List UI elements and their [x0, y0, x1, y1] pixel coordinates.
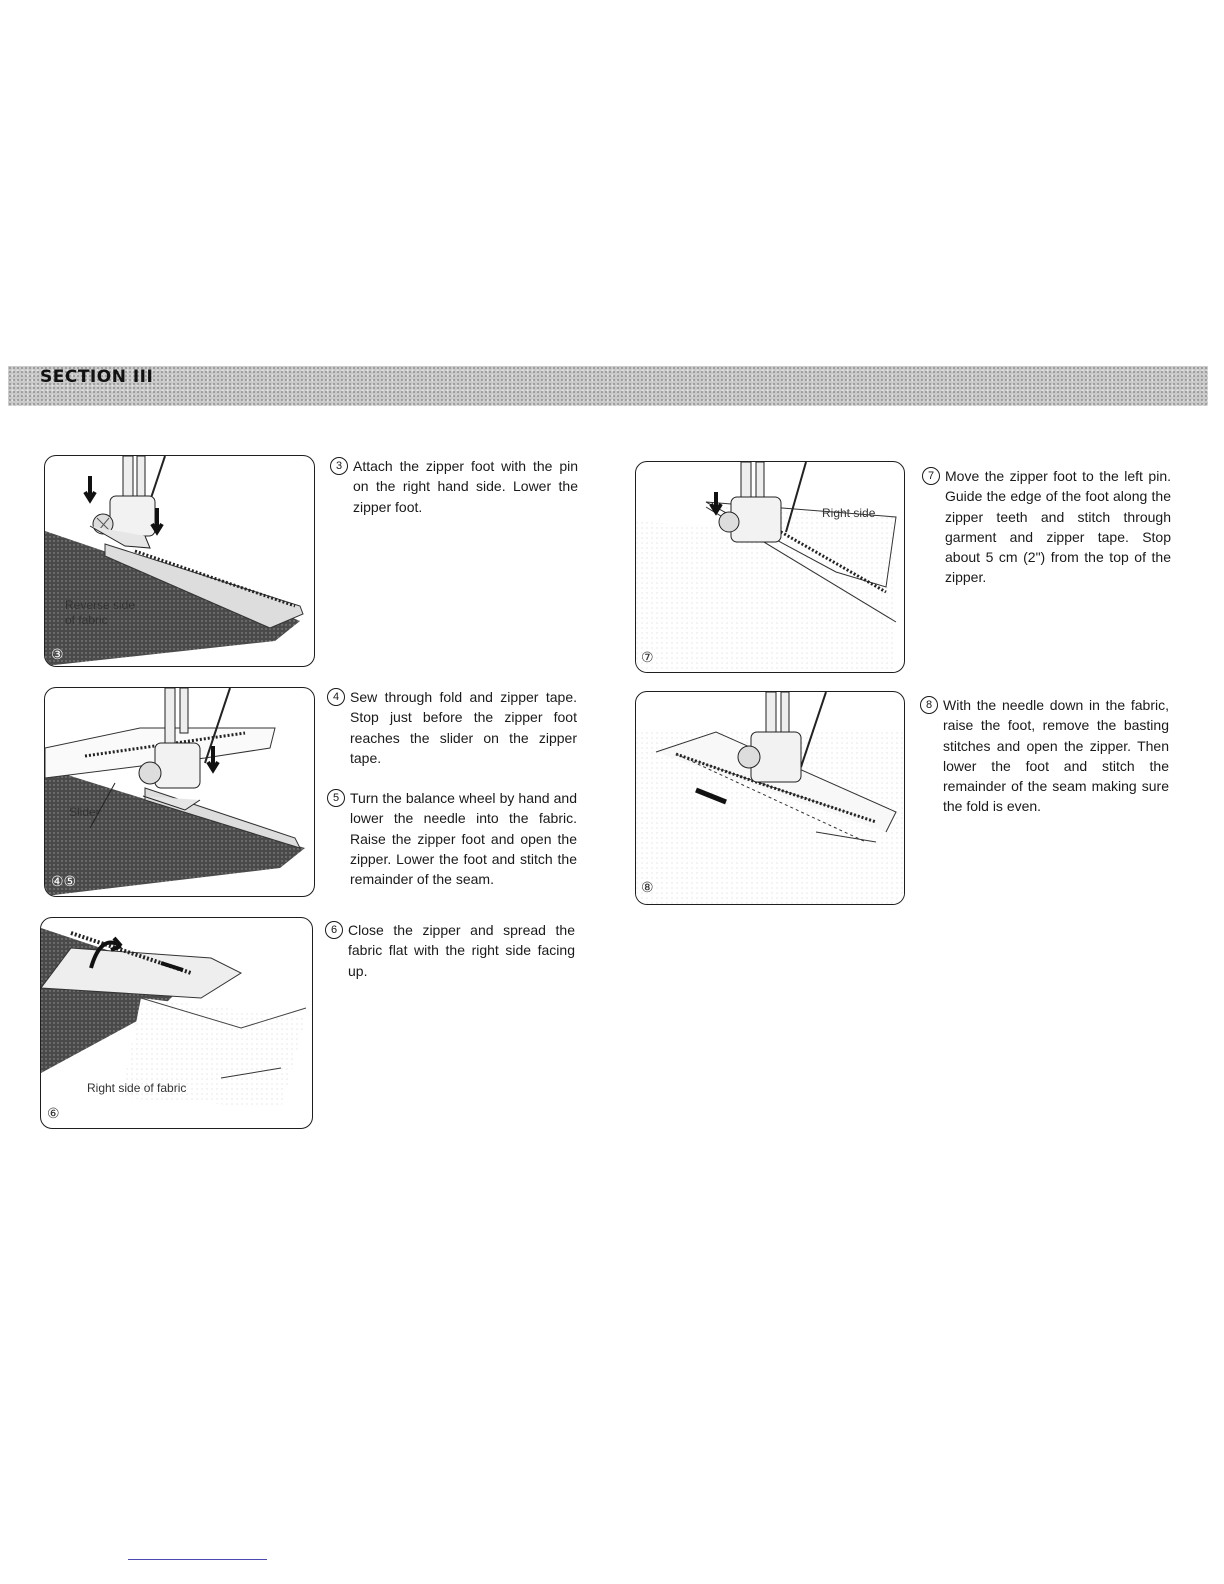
- figure-badge: ⑥: [47, 1105, 60, 1121]
- step-text: Close the zipper and spread the fabric flat with the right side facing up.: [348, 922, 575, 979]
- down-arrow-icon: [85, 476, 95, 500]
- label-right-side-of-fabric: Right side of fabric: [87, 1081, 187, 1095]
- step-number-badge: 5: [327, 789, 345, 807]
- figure-badge: ③: [51, 646, 64, 662]
- down-arrow-icon: [711, 492, 721, 512]
- label-reverse-side: Reverse side: [65, 598, 136, 612]
- figure-badge: ⑦: [641, 649, 654, 665]
- step-number-badge: 7: [922, 467, 940, 485]
- step-number-badge: 4: [327, 688, 345, 706]
- illustration-spread-fabric: [41, 918, 312, 1128]
- step-7: [922, 466, 1171, 588]
- illustration-move-foot-left: [636, 462, 904, 672]
- step-number-badge: 6: [325, 921, 343, 939]
- section-header-band: [8, 366, 1208, 406]
- label-of-fabric: of fabric: [65, 613, 108, 627]
- figure-badge: ④⑤: [51, 873, 77, 889]
- step-text: Turn the balance wheel by hand and lower the needle into the fabric. Raise the zipper foot and open the zipper. Lower the foot and stitch the remainder of the seam.: [350, 790, 577, 888]
- illustration-zipper-foot-attach: [45, 456, 314, 666]
- step-text: Attach the zipper foot with the pin on the right hand side. Lower the zipper foot.: [353, 458, 578, 515]
- step-4: [327, 687, 577, 768]
- step-text: Sew through fold and zipper tape. Stop just before the zipper foot reaches the slider on the zipper tape.: [350, 689, 577, 766]
- step-8: [920, 695, 1169, 817]
- illustration-sew-through-fold: [45, 688, 314, 896]
- step-text: Move the zipper foot to the left pin. Guide the edge of the foot along the zipper teeth and stitch through garment and zipper tape. Stop about 5 cm (2") from the top of the zipper.: [945, 468, 1171, 586]
- step-number-badge: 3: [330, 457, 348, 475]
- illustration-open-zipper: [636, 692, 904, 904]
- figure-step-8: [635, 691, 905, 905]
- step-5: [327, 788, 577, 889]
- figure-step-6: [40, 917, 313, 1129]
- label-slider: Slider: [69, 805, 100, 819]
- figure-step-7: [635, 461, 905, 673]
- figure-step-3: [44, 455, 315, 667]
- step-6: [325, 920, 575, 981]
- footer-divider: [128, 1559, 267, 1560]
- step-number-badge: 8: [920, 696, 938, 714]
- step-3: [330, 456, 578, 517]
- figure-step-4-5: [44, 687, 315, 897]
- figure-badge: ⑧: [641, 879, 654, 895]
- label-right-side: Right side: [822, 506, 876, 520]
- section-title: SECTION III: [40, 367, 154, 387]
- step-text: With the needle down in the fabric, raise the foot, remove the basting stitches and open the zipper. Then lower the foot and stitch the remainder of the seam making sure the fold is even.: [943, 697, 1169, 815]
